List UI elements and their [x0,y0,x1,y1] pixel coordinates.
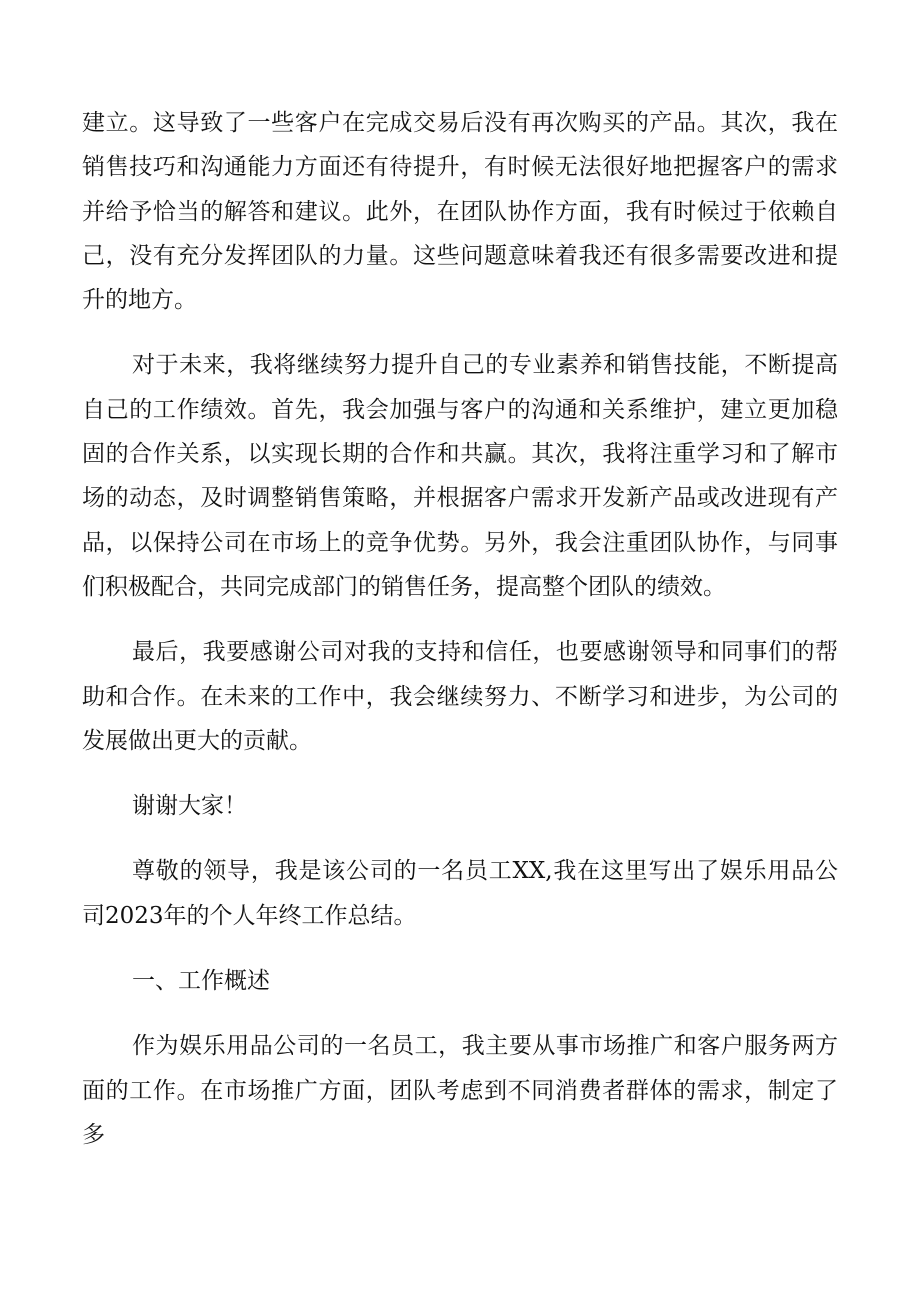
paragraph-future-plans: 对于未来，我将继续努力提升自己的专业素养和销售技能，不断提高自己的工作绩效。首先，我会加强与客户的沟通和关系维护，建立更加稳固的合作关系，以实现长期的合作和共赢。其次，我将注重学习和了解市场的动态，及时调整销售策略，并根据客户需求开发新产品或改进现有产品，以保持公司在市场上的竞争优势。另外，我会注重团队协作，与同事们积极配合，共同完成部门的销售任务，提高整个团队的绩效。 [82,352,838,600]
paragraph-overview: 作为娱乐用品公司的一名员工，我主要从事市场推广和客户服务两方面的工作。在市场推广方面，团队考虑到不同消费者群体的需求，制定了多 [82,1033,838,1148]
paragraph-thanks-support: 最后，我要感谢公司对我的支持和信任，也要感谢领导和同事们的帮助和合作。在未来的工作中，我会继续努力、不断学习和进步，为公司的发展做出更大的贡献。 [82,639,838,754]
paragraph-thank-you: 谢谢大家！ [132,793,247,820]
paragraph-greeting: 尊敬的领导，我是该公司的一名员工XX,我在这里写出了娱乐用品公司2023年的个人年终工作总结。 [82,858,838,929]
section-heading-overview: 一、工作概述 [132,968,270,995]
paragraph-continuation: 建立。这导致了一些客户在完成交易后没有再次购买的产品。其次，我在销售技巧和沟通能力方面还有待提升，有时候无法很好地把握客户的需求并给予恰当的解答和建议。此外，在团队协作方面，我有时候过于依赖自己，没有充分发挥团队的力量。这些问题意味着我还有很多需要改进和提升的地方。 [82,110,838,314]
